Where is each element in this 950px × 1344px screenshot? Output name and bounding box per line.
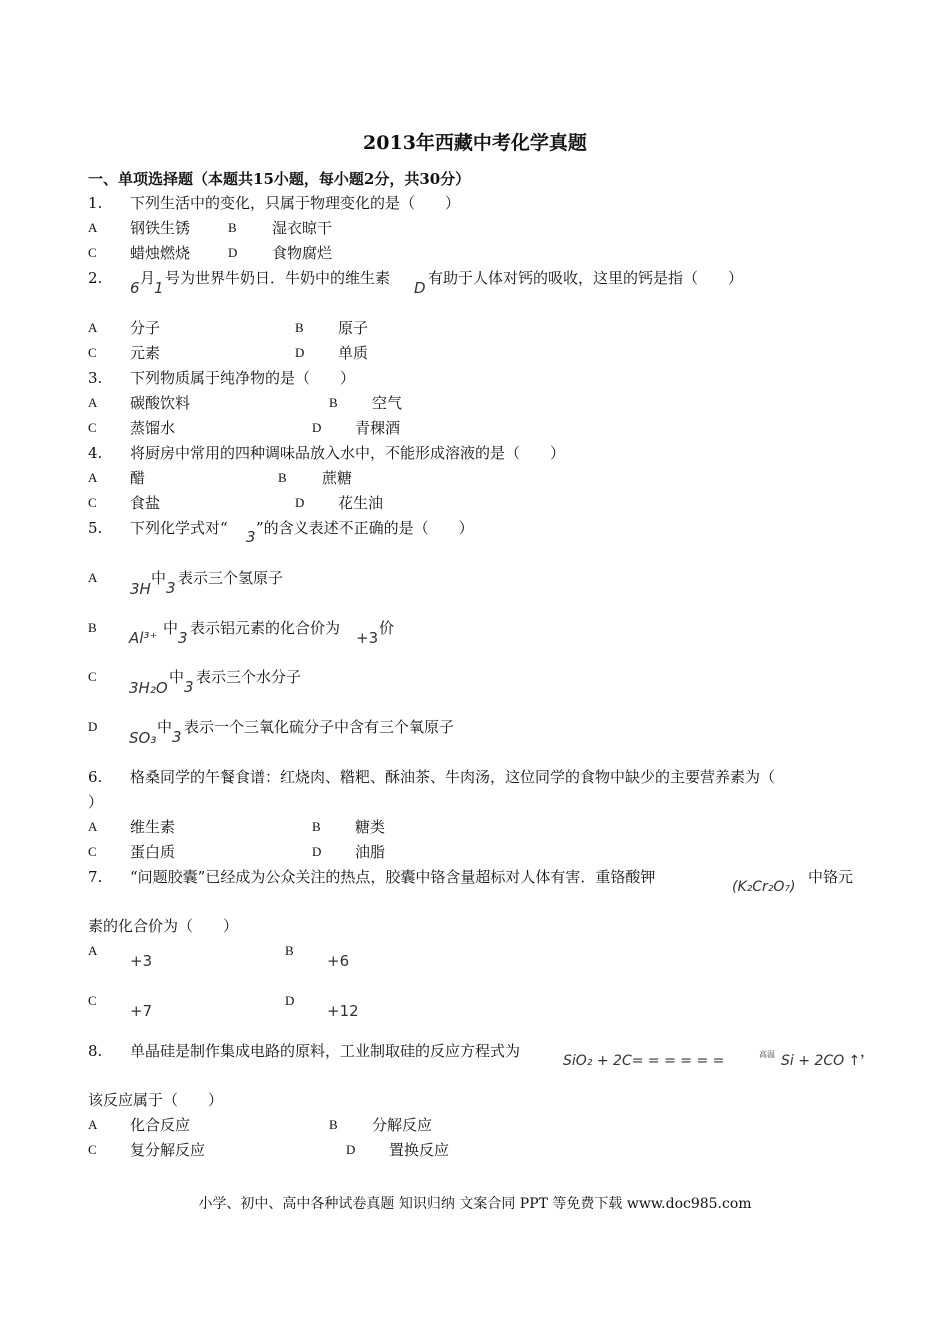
q7-c-value: +7 [130,1002,153,1020]
q5-c-label: C [88,669,97,684]
q7-stem-part1: “问题胶囊”已经成为公众关注的热点，胶囊中铬含量超标对人体有害．重铬酸钾 [130,868,656,886]
q5-number: 5. [88,519,103,537]
q8-stem-part2: 该反应属于（ ） [88,1091,224,1109]
q7-b-label: B [285,943,294,958]
page-title: 2013年西藏中考化学真题 [363,132,587,154]
q7-a-value: +3 [130,952,153,970]
q7-d-label: D [285,993,295,1008]
q4-a-text: 醋 [130,469,146,487]
q3-d-text: 青稞酒 [355,419,401,437]
q4-b-text: 蔗糖 [322,469,353,487]
q8-d-text: 置换反应 [389,1141,450,1159]
q5-a-formula: 3H [130,580,151,598]
q8-c-label: C [88,1142,97,1157]
q5-stem-part2: ”的含义表述不正确的是（ ） [256,519,474,537]
q5-c-text: 表示三个水分子 [196,668,302,686]
q3-stem: 下列物质属于纯净物的是（ ） [130,369,356,387]
q4-b-label: B [278,470,287,485]
q7-a-label: A [88,943,98,958]
q4-stem: 将厨房中常用的四种调味品放入水中，不能形成溶液的是（ ） [130,444,566,462]
q8-b-text: 分解反应 [372,1116,433,1134]
q5-c-zhong: 中 [169,668,185,686]
q6-d-text: 油脂 [355,843,386,861]
q5-stem-part1: 下列化学式对“ [130,519,228,537]
q7-b-value: +6 [327,952,350,970]
q8-a-label: A [88,1117,98,1132]
q7-stem-part3: 素的化合价为（ ） [88,917,239,935]
q6-number: 6. [88,768,103,786]
q5-b-suffix: 价 [379,619,395,637]
q2-b-text: 原子 [338,319,369,337]
q6-b-label: B [312,819,321,834]
q5-a-label: A [88,570,98,585]
q5-b-label: B [88,620,97,635]
q2-d-label: D [295,345,305,360]
q8-d-label: D [346,1142,356,1157]
q2-b-label: B [295,320,304,335]
q8-c-text: 复分解反应 [130,1141,206,1159]
q2-math-6: 6 [130,279,140,297]
q6-c-text: 蛋白质 [130,843,176,861]
q5-d-three: 3 [172,728,182,746]
q8-a-text: 化合反应 [130,1116,191,1134]
q8-equation-comma: ， [860,1042,876,1060]
q2-c-text: 元素 [130,344,161,362]
q7-stem-part2: 中铬元 [808,868,854,886]
q2-stem-part2: 号为世界牛奶日．牛奶中的维生素 [165,269,391,287]
q8-number: 8. [88,1042,103,1060]
q8-b-label: B [329,1117,338,1132]
q1-b-label: B [228,220,237,235]
q2-math-d: D [414,279,426,297]
section-heading: 一、单项选择题（本题共15小题，每小题2分，共30分） [88,170,471,188]
q5-a-three: 3 [166,579,176,597]
q1-d-text: 食物腐烂 [272,244,333,262]
q2-a-text: 分子 [130,319,161,337]
q4-c-label: C [88,495,97,510]
q3-d-label: D [312,420,322,435]
q3-c-text: 蒸馏水 [130,419,176,437]
q7-d-value: +12 [327,1002,359,1020]
q5-b-three: 3 [178,629,188,647]
q6-a-text: 维生素 [130,818,176,836]
q4-d-text: 花生油 [338,494,384,512]
q3-b-label: B [329,395,338,410]
q8-stem-part1: 单晶硅是制作集成电路的原料，工业制取硅的反应方程式为 [130,1042,521,1060]
q1-d-label: D [228,245,238,260]
q4-number: 4. [88,444,103,462]
q5-c-formula: 3H₂O [129,679,168,697]
q1-number: 1. [88,194,103,212]
q5-d-zhong: 中 [157,718,173,736]
q3-c-label: C [88,420,97,435]
q5-b-text: 表示铝元素的化合价为 [190,619,341,637]
q6-stem: 格桑同学的午餐食谱：红烧肉、糌粑、酥油茶、牛肉汤，这位同学的食物中缺少的主要营养素为（ [130,768,776,786]
q6-stem-end: ） [88,793,104,811]
q1-stem: 下列生活中的变化，只属于物理变化的是（ ） [130,194,461,212]
q3-b-text: 空气 [372,394,403,412]
q4-d-label: D [295,495,305,510]
q6-c-label: C [88,844,97,859]
q4-c-text: 食盐 [130,494,161,512]
q2-d-text: 单质 [338,344,369,362]
q1-b-text: 湿衣晾干 [272,219,333,237]
q3-a-label: A [88,395,98,410]
q2-stem-part3: 有助于人体对钙的吸收，这里的钙是指（ ） [428,269,744,287]
q7-number: 7. [88,868,103,886]
q3-number: 3. [88,369,103,387]
q2-number: 2. [88,269,103,287]
q5-b-formula: Al³⁺ [129,629,158,647]
q1-c-text: 蜡烛燃烧 [130,244,191,262]
q7-formula: (K₂Cr₂O₇) [732,879,796,895]
q8-equation-right: Si + 2CO ↑ [781,1053,861,1069]
q6-b-text: 糖类 [355,818,386,836]
q2-a-label: A [88,320,98,335]
q5-d-text: 表示一个三氧化硫分子中含有三个氧原子 [184,718,455,736]
q2-math-1: 1 [154,279,164,297]
q8-equation-condition: 高温 [759,1050,775,1059]
q5-b-value: +3 [356,629,379,647]
q6-d-label: D [312,844,322,859]
q5-c-three: 3 [184,678,194,696]
q2-c-label: C [88,345,97,360]
footer-link[interactable]: 小学、初中、高中各种试卷真题 知识归纳 文案合同 PPT 等免费下载 www.doc985.com [198,1196,752,1212]
q1-a-text: 钢铁生锈 [130,219,191,237]
q2-stem-part1: 月 [140,269,156,287]
q5-math-3: 3 [246,528,256,546]
q5-a-text: 表示三个氢原子 [178,569,284,587]
q3-a-text: 碳酸饮料 [130,394,191,412]
q1-a-label: A [88,220,98,235]
q5-b-zhong: 中 [163,619,179,637]
q8-equation-left: SiO₂ + 2C= = = = = = [563,1053,725,1069]
q7-c-label: C [88,993,97,1008]
q1-c-label: C [88,245,97,260]
q5-d-label: D [88,719,98,734]
q5-d-formula: SO₃ [129,729,157,747]
q5-a-zhong: 中 [151,569,167,587]
q6-a-label: A [88,819,98,834]
q4-a-label: A [88,470,98,485]
